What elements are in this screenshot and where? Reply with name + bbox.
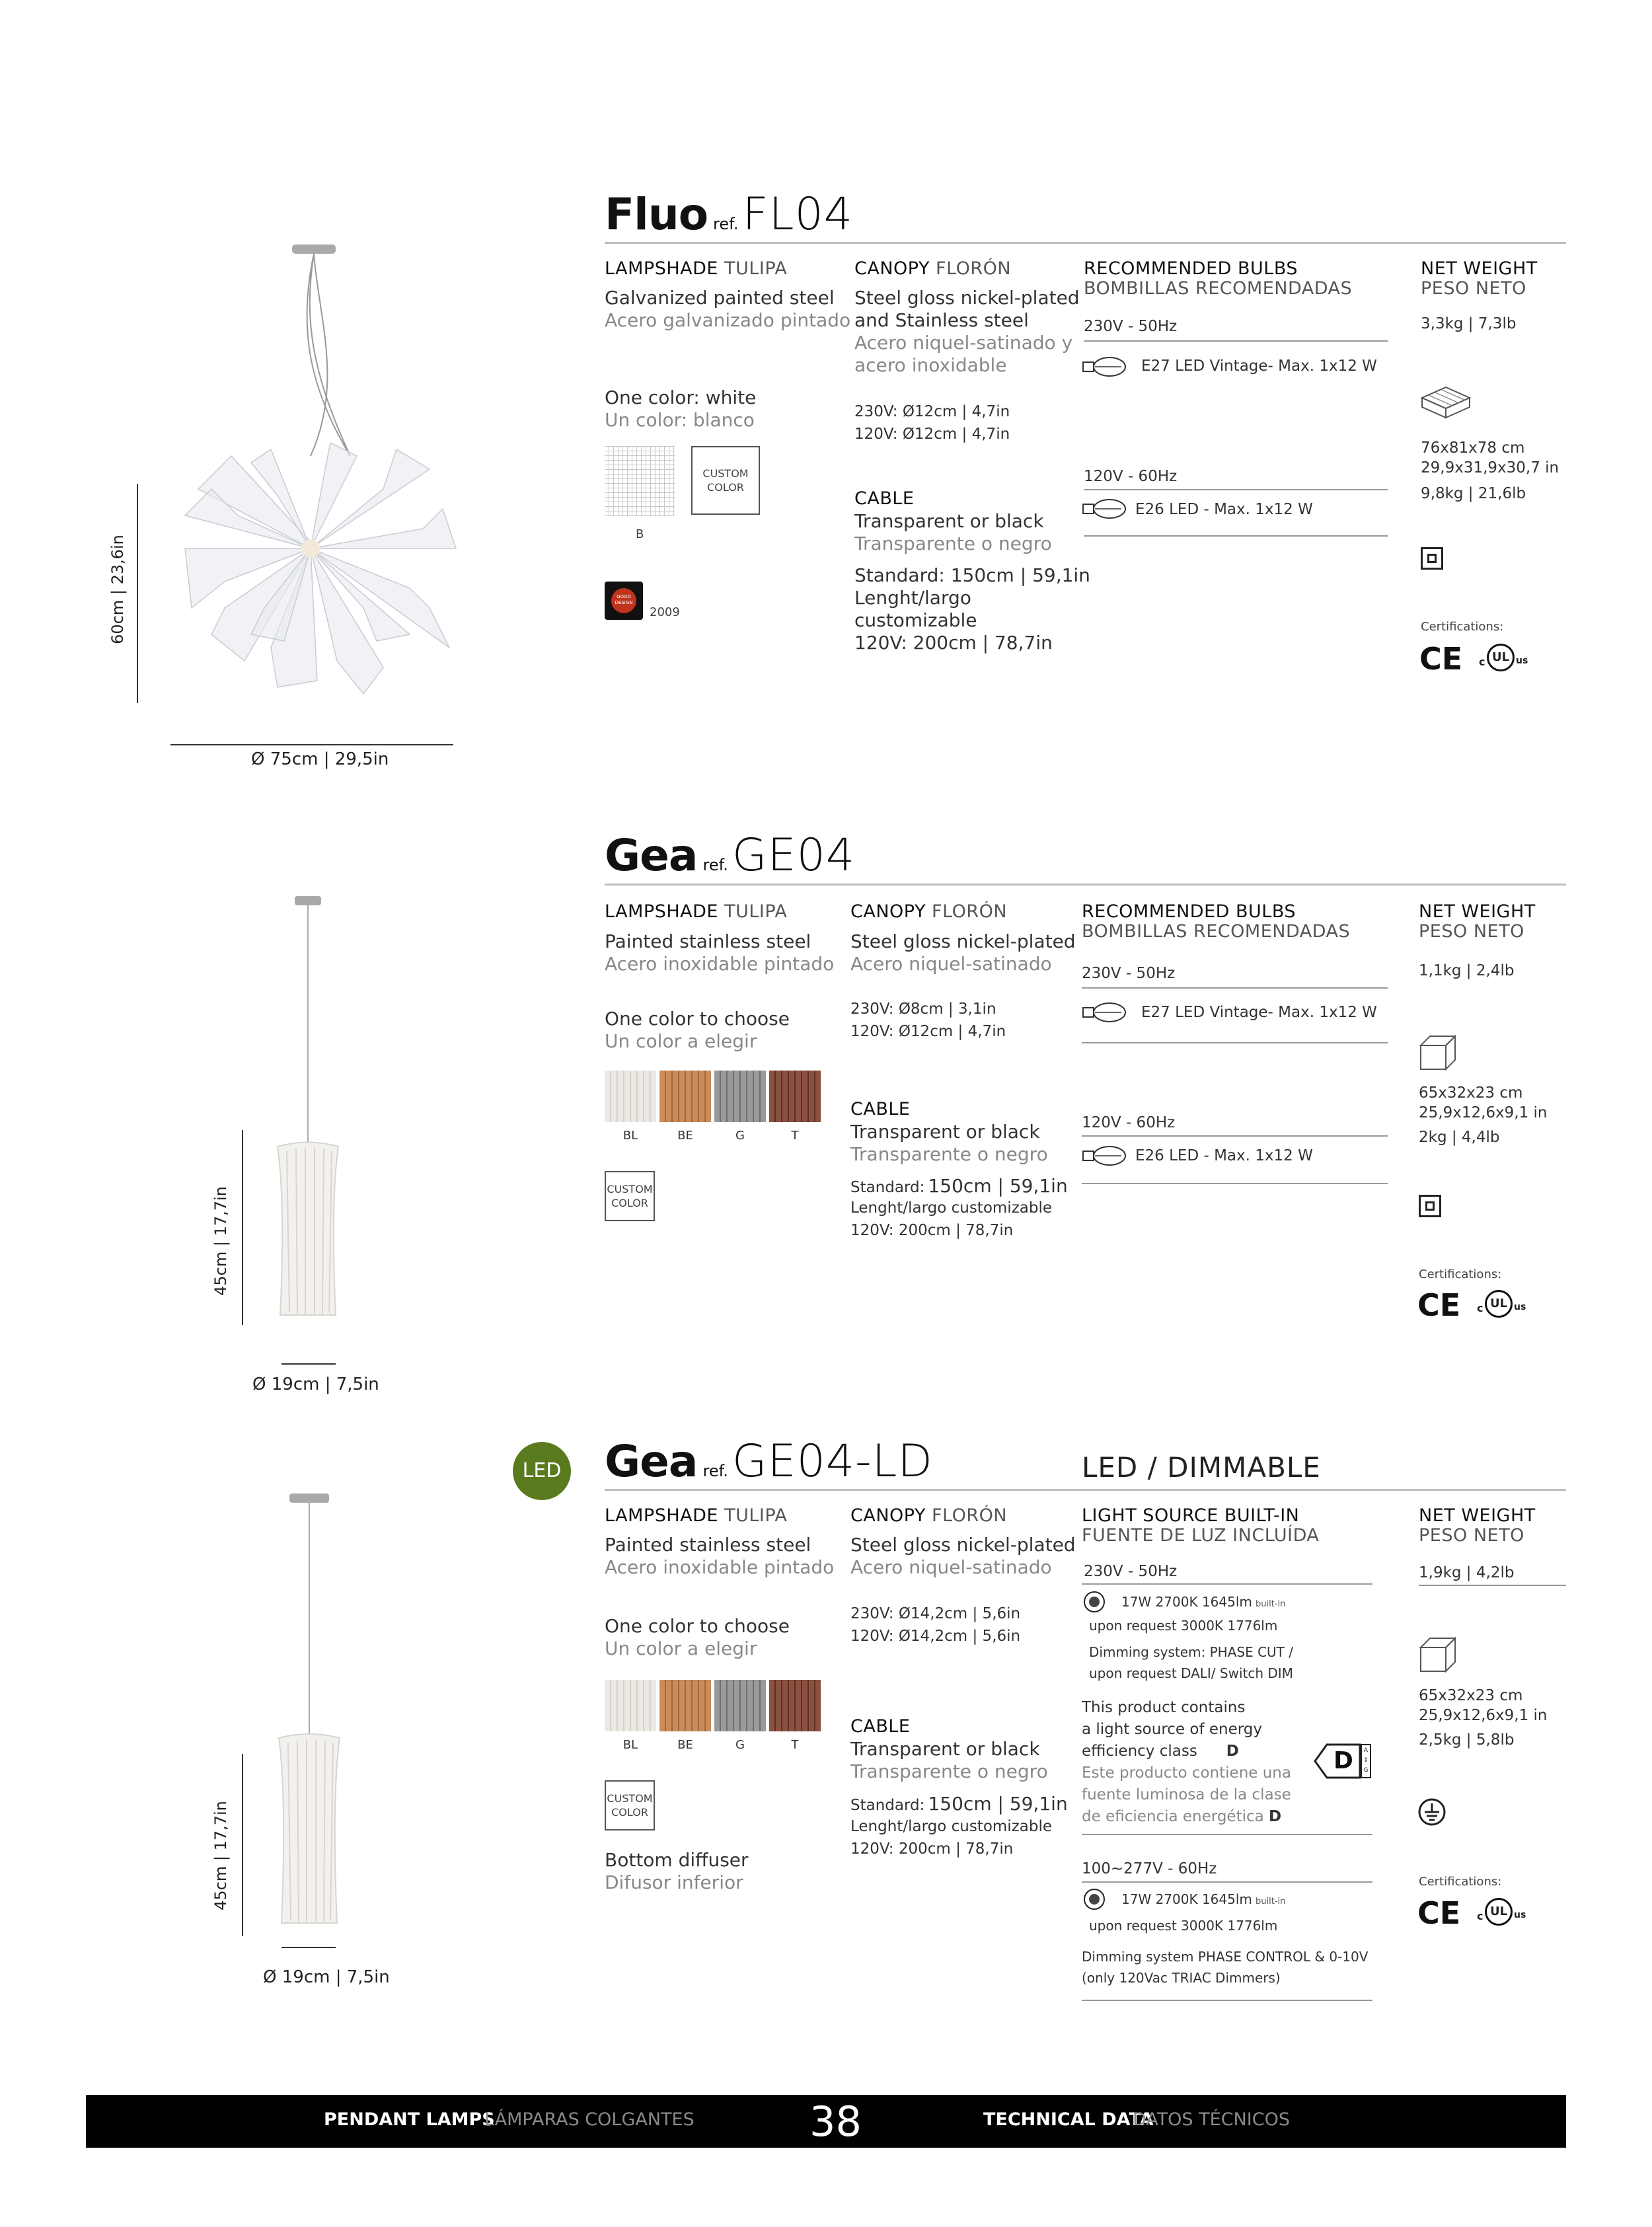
- box-icon: [1418, 1034, 1458, 1072]
- footer-section: PENDANT LAMPS: [324, 2109, 495, 2130]
- ref-label: ref.: [702, 856, 728, 874]
- cable-heading: CABLE: [850, 1716, 911, 1737]
- swatch-bl: [605, 1680, 656, 1731]
- cul-us-icon: c UL us: [1477, 1897, 1530, 1930]
- cable-color: Transparent or black: [850, 1738, 1040, 1760]
- lampshade-material: Galvanized painted steel: [605, 287, 835, 309]
- lampshade-color: One color to choose: [605, 1615, 790, 1637]
- weight-heading-es: PESO NETO: [1421, 278, 1526, 299]
- swatch-label: BE: [677, 1129, 693, 1143]
- product-code: GE04: [732, 829, 856, 882]
- canopy-material: Steel gloss nickel-plated: [850, 930, 1076, 952]
- cable-color: Transparent or black: [854, 510, 1044, 532]
- led-badge: LED: [513, 1442, 571, 1500]
- box-size-in: 25,9x12,6x9,1 in: [1419, 1707, 1548, 1724]
- title-divider: [605, 242, 1566, 244]
- custom-color-box: CUSTOM COLOR: [691, 446, 760, 515]
- swatch-t: [769, 1680, 821, 1731]
- diameter-dimension-line: [170, 744, 453, 745]
- gross-weight: 2,5kg | 5,8lb: [1419, 1731, 1515, 1749]
- canopy-size-230: 230V: Ø12cm | 4,7in: [854, 403, 1010, 420]
- lampshade-heading: LAMPSHADE TULIPA: [605, 901, 788, 922]
- ref-label: ref.: [702, 1462, 728, 1480]
- divider: [1082, 1183, 1388, 1184]
- bulb-120: E26 LED - Max. 1x12 W: [1135, 501, 1313, 518]
- ce-mark-icon: CE: [1417, 1287, 1461, 1323]
- cable-custom: Lenght/largo customizable: [850, 1199, 1052, 1217]
- cable-custom: Lenght/largo: [854, 587, 971, 609]
- page-number: 38: [809, 2097, 862, 2146]
- footer-section-es: LÁMPARAS COLGANTES: [484, 2109, 695, 2130]
- footer-right-section: TECHNICAL DATA: [983, 2109, 1154, 2130]
- swatch-label: BE: [677, 1738, 693, 1752]
- dimming-230-2: upon request DALI/ Switch DIM: [1089, 1665, 1293, 1681]
- diffuser-es: Difusor inferior: [605, 1871, 743, 1893]
- canopy-material-es: Acero niquel-satinado: [850, 1556, 1052, 1578]
- cable-color: Transparent or black: [850, 1121, 1040, 1143]
- swatch-label: T: [791, 1738, 799, 1752]
- product-name: Fluo: [605, 189, 708, 240]
- voltage-230: 230V - 50Hz: [1082, 965, 1176, 982]
- ce-mark-icon: CE: [1417, 1895, 1461, 1931]
- cable-120v: 120V: 200cm | 78,7in: [854, 632, 1053, 654]
- box-size-cm: 65x32x23 cm: [1419, 1687, 1523, 1704]
- canopy-heading: CANOPY FLORÓN: [854, 258, 1012, 279]
- bulb-icon: [1082, 1001, 1128, 1024]
- product-code: GE04-LD: [732, 1435, 933, 1488]
- canopy-material-es-2: acero inoxidable: [854, 354, 1007, 376]
- canopy-material-es: Acero niquel-satinado: [850, 953, 1052, 975]
- voltage-100-277: 100~277V - 60Hz: [1082, 1860, 1217, 1877]
- bulbs-heading-es: BOMBILLAS RECOMENDADAS: [1082, 921, 1351, 942]
- title-divider: [605, 1489, 1566, 1491]
- led-dimmable-subtitle: LED / DIMMABLE: [1082, 1451, 1321, 1484]
- lampshade-color: One color: white: [605, 387, 757, 408]
- divider: [1419, 1585, 1566, 1586]
- swatch-label: B: [636, 527, 644, 541]
- swatch-be: [659, 1680, 711, 1731]
- cable-120v: 120V: 200cm | 78,7in: [850, 1222, 1014, 1239]
- product-title-gea-led: [605, 1435, 933, 1488]
- cable-color-es: Transparente o negro: [854, 533, 1052, 554]
- canopy-heading: CANOPY FLORÓN: [850, 901, 1008, 922]
- bulbs-heading: RECOMMENDED BULBS: [1082, 901, 1296, 922]
- cable-custom: Lenght/largo customizable: [850, 1818, 1052, 1835]
- light-source-heading-es: FUENTE DE LUZ INCLUÍDA: [1082, 1525, 1320, 1546]
- lampshade-color-es: Un color a elegir: [605, 1638, 757, 1659]
- gea-led-lamp-image: [264, 1487, 357, 1936]
- bulbs-heading-es: BOMBILLAS RECOMENDADAS: [1084, 278, 1353, 299]
- led-module-icon: [1084, 1591, 1105, 1612]
- cable-120v: 120V: 200cm | 78,7in: [850, 1840, 1014, 1858]
- led-request-120: upon request 3000K 1776lm: [1089, 1918, 1278, 1934]
- product-title-fluo: [605, 188, 853, 241]
- weight-heading: NET WEIGHT: [1421, 258, 1538, 279]
- ce-mark-icon: CE: [1419, 641, 1463, 677]
- diffuser: Bottom diffuser: [605, 1849, 749, 1871]
- lampshade-material: Painted stainless steel: [605, 1534, 811, 1556]
- swatch-label: BL: [622, 1738, 638, 1752]
- bulb-icon: [1082, 1145, 1128, 1167]
- custom-color-box: CUSTOM COLOR: [605, 1171, 655, 1221]
- divider: [1082, 1135, 1388, 1137]
- voltage-230: 230V - 50Hz: [1084, 1563, 1178, 1580]
- good-design-award-icon: GOOD DESIGN: [605, 582, 643, 620]
- energy-text-es: Este producto contiene una fuente luminosa de la clase de eficiencia energética D: [1082, 1764, 1291, 1825]
- swatch-be: [659, 1071, 711, 1122]
- lampshade-color-es: Un color: blanco: [605, 409, 755, 431]
- weight-heading-es: PESO NETO: [1419, 1525, 1524, 1546]
- height-dimension-line: [242, 1130, 243, 1325]
- cable-heading: CABLE: [854, 488, 915, 509]
- lampshade-material: Painted stainless steel: [605, 930, 811, 952]
- diameter-dimension-line: [282, 1363, 336, 1365]
- gea-lamp-image: [264, 892, 357, 1328]
- bulb-230: E27 LED Vintage- Max. 1x12 W: [1141, 1004, 1377, 1021]
- divider: [1082, 1042, 1388, 1043]
- divider: [1082, 1583, 1372, 1585]
- divider: [1084, 340, 1388, 342]
- swatch-label: G: [735, 1129, 745, 1143]
- net-weight: 1,9kg | 4,2lb: [1419, 1564, 1515, 1581]
- diameter-dimension: Ø 75cm | 29,5in: [251, 749, 389, 769]
- divider: [1082, 1834, 1372, 1835]
- product-name: Gea: [605, 830, 698, 881]
- divider: [1084, 489, 1388, 490]
- box-icon: [1418, 1636, 1458, 1674]
- canopy-size-120: 120V: Ø12cm | 4,7in: [854, 426, 1010, 443]
- diameter-dimension: Ø 19cm | 7,5in: [252, 1375, 379, 1394]
- box-size-cm: 65x32x23 cm: [1419, 1084, 1523, 1102]
- dimming-120-2: (only 120Vac TRIAC Dimmers): [1082, 1970, 1281, 1986]
- divider: [1084, 535, 1388, 537]
- canopy-size-120: 120V: Ø12cm | 4,7in: [850, 1023, 1006, 1040]
- swatch-t: [769, 1071, 821, 1122]
- weight-heading: NET WEIGHT: [1419, 1505, 1536, 1526]
- bulb-icon: [1082, 498, 1128, 520]
- led-spec-120: 17W 2700K 1645lm built-in: [1121, 1891, 1286, 1907]
- cert-label: Certifications:: [1421, 620, 1504, 634]
- dimming-230: Dimming system: PHASE CUT /: [1089, 1644, 1293, 1660]
- footer-right-section-es: DATOS TÉCNICOS: [1133, 2109, 1290, 2130]
- net-weight: 3,3kg | 7,3lb: [1421, 315, 1517, 332]
- swatch-label: G: [735, 1738, 745, 1752]
- lampshade-heading: LAMPSHADE TULIPA: [605, 258, 788, 279]
- box-size-in: 25,9x12,6x9,1 in: [1419, 1104, 1548, 1121]
- led-spec-230: 17W 2700K 1645lm built-in: [1121, 1594, 1286, 1610]
- voltage-120: 120V - 60Hz: [1082, 1114, 1176, 1131]
- title-divider: [605, 884, 1566, 886]
- double-insulation-icon: [1419, 1195, 1441, 1217]
- light-source-heading: LIGHT SOURCE BUILT-IN: [1082, 1505, 1300, 1526]
- height-dimension-line: [137, 484, 138, 703]
- weight-heading-es: PESO NETO: [1419, 921, 1524, 942]
- cable-standard: Standard: 150cm | 59,1in: [850, 1175, 1068, 1197]
- lampshade-material-es: Acero inoxidable pintado: [605, 1556, 835, 1578]
- diameter-dimension: Ø 19cm | 7,5in: [263, 1967, 390, 1987]
- cable-color-es: Transparente o negro: [850, 1143, 1048, 1165]
- divider: [1082, 987, 1388, 989]
- bulbs-heading: RECOMMENDED BULBS: [1084, 258, 1298, 279]
- canopy-material-2: and Stainless steel: [854, 309, 1029, 331]
- cul-us-icon: c UL us: [1479, 642, 1532, 675]
- product-title-gea: [605, 829, 855, 882]
- cable-color-es: Transparente o negro: [850, 1760, 1048, 1782]
- bulb-120: E26 LED - Max. 1x12 W: [1135, 1147, 1313, 1164]
- ref-label: ref.: [713, 215, 739, 233]
- cul-us-icon: c UL us: [1477, 1289, 1530, 1322]
- energy-text-en: This product contains a light source of energy efficiency class D: [1082, 1699, 1263, 1760]
- box-size-in: 29,9x31,9x30,7 in: [1421, 459, 1559, 476]
- canopy-material: Steel gloss nickel-plated: [850, 1534, 1076, 1556]
- cable-heading: CABLE: [850, 1099, 911, 1119]
- canopy-size-230: 230V: Ø14,2cm | 5,6in: [850, 1605, 1021, 1622]
- swatch-g: [714, 1071, 766, 1122]
- custom-color-box: CUSTOM COLOR: [605, 1780, 655, 1831]
- cert-label: Certifications:: [1419, 1875, 1502, 1889]
- height-dimension: 45cm | 17,7in: [211, 1186, 230, 1296]
- energy-label-icon: D A ↕ G: [1314, 1742, 1374, 1780]
- cert-label: Certifications:: [1419, 1267, 1502, 1281]
- lampshade-heading: LAMPSHADE TULIPA: [605, 1505, 788, 1526]
- box-size-cm: 76x81x78 cm: [1421, 439, 1525, 457]
- net-weight: 1,1kg | 2,4lb: [1419, 962, 1515, 979]
- swatch-white-mesh: [605, 446, 675, 516]
- bulb-230: E27 LED Vintage- Max. 1x12 W: [1141, 358, 1377, 375]
- lampshade-color-es: Un color a elegir: [605, 1030, 757, 1052]
- award-year: 2009: [650, 605, 680, 619]
- height-dimension-line: [242, 1754, 243, 1936]
- height-dimension: 45cm | 17,7in: [211, 1801, 230, 1910]
- canopy-size-120: 120V: Ø14,2cm | 5,6in: [850, 1628, 1021, 1645]
- divider: [1082, 1881, 1372, 1883]
- led-module-icon: [1084, 1889, 1105, 1910]
- lampshade-material-es: Acero inoxidable pintado: [605, 953, 835, 975]
- fluo-lamp-image: [145, 238, 476, 727]
- voltage-230: 230V - 50Hz: [1084, 318, 1178, 335]
- product-code: FL04: [742, 188, 854, 241]
- voltage-120: 120V - 60Hz: [1084, 468, 1178, 485]
- led-request-230: upon request 3000K 1776lm: [1089, 1618, 1278, 1634]
- canopy-size-230: 230V: Ø8cm | 3,1in: [850, 1000, 996, 1018]
- swatch-g: [714, 1680, 766, 1731]
- dimming-120: Dimming system PHASE CONTROL & 0-10V: [1082, 1949, 1369, 1965]
- lampshade-material-es: Acero galvanizado pintado: [605, 309, 851, 331]
- lampshade-color: One color to choose: [605, 1008, 790, 1030]
- weight-heading: NET WEIGHT: [1419, 901, 1536, 922]
- earth-icon: [1417, 1797, 1446, 1827]
- canopy-material-es: Acero niquel-satinado y: [854, 332, 1073, 354]
- page-footer: [86, 2095, 1566, 2148]
- gross-weight: 2kg | 4,4lb: [1419, 1129, 1500, 1146]
- swatch-label: T: [791, 1129, 799, 1143]
- canopy-heading: CANOPY FLORÓN: [850, 1505, 1008, 1526]
- diameter-dimension-line: [282, 1947, 336, 1948]
- swatch-label: BL: [622, 1129, 638, 1143]
- canopy-material: Steel gloss nickel-plated: [854, 287, 1080, 309]
- cable-standard: Standard: 150cm | 59,1in: [854, 564, 1090, 586]
- double-insulation-icon: [1421, 547, 1443, 570]
- height-dimension: 60cm | 23,6in: [108, 535, 127, 644]
- divider: [1082, 2000, 1372, 2001]
- bulb-icon: [1082, 356, 1128, 378]
- cable-custom-2: customizable: [854, 609, 977, 631]
- swatch-bl: [605, 1071, 656, 1122]
- box-icon: [1419, 383, 1472, 420]
- product-name: Gea: [605, 1436, 698, 1487]
- gross-weight: 9,8kg | 21,6lb: [1421, 485, 1526, 502]
- cable-standard: Standard: 150cm | 59,1in: [850, 1793, 1068, 1815]
